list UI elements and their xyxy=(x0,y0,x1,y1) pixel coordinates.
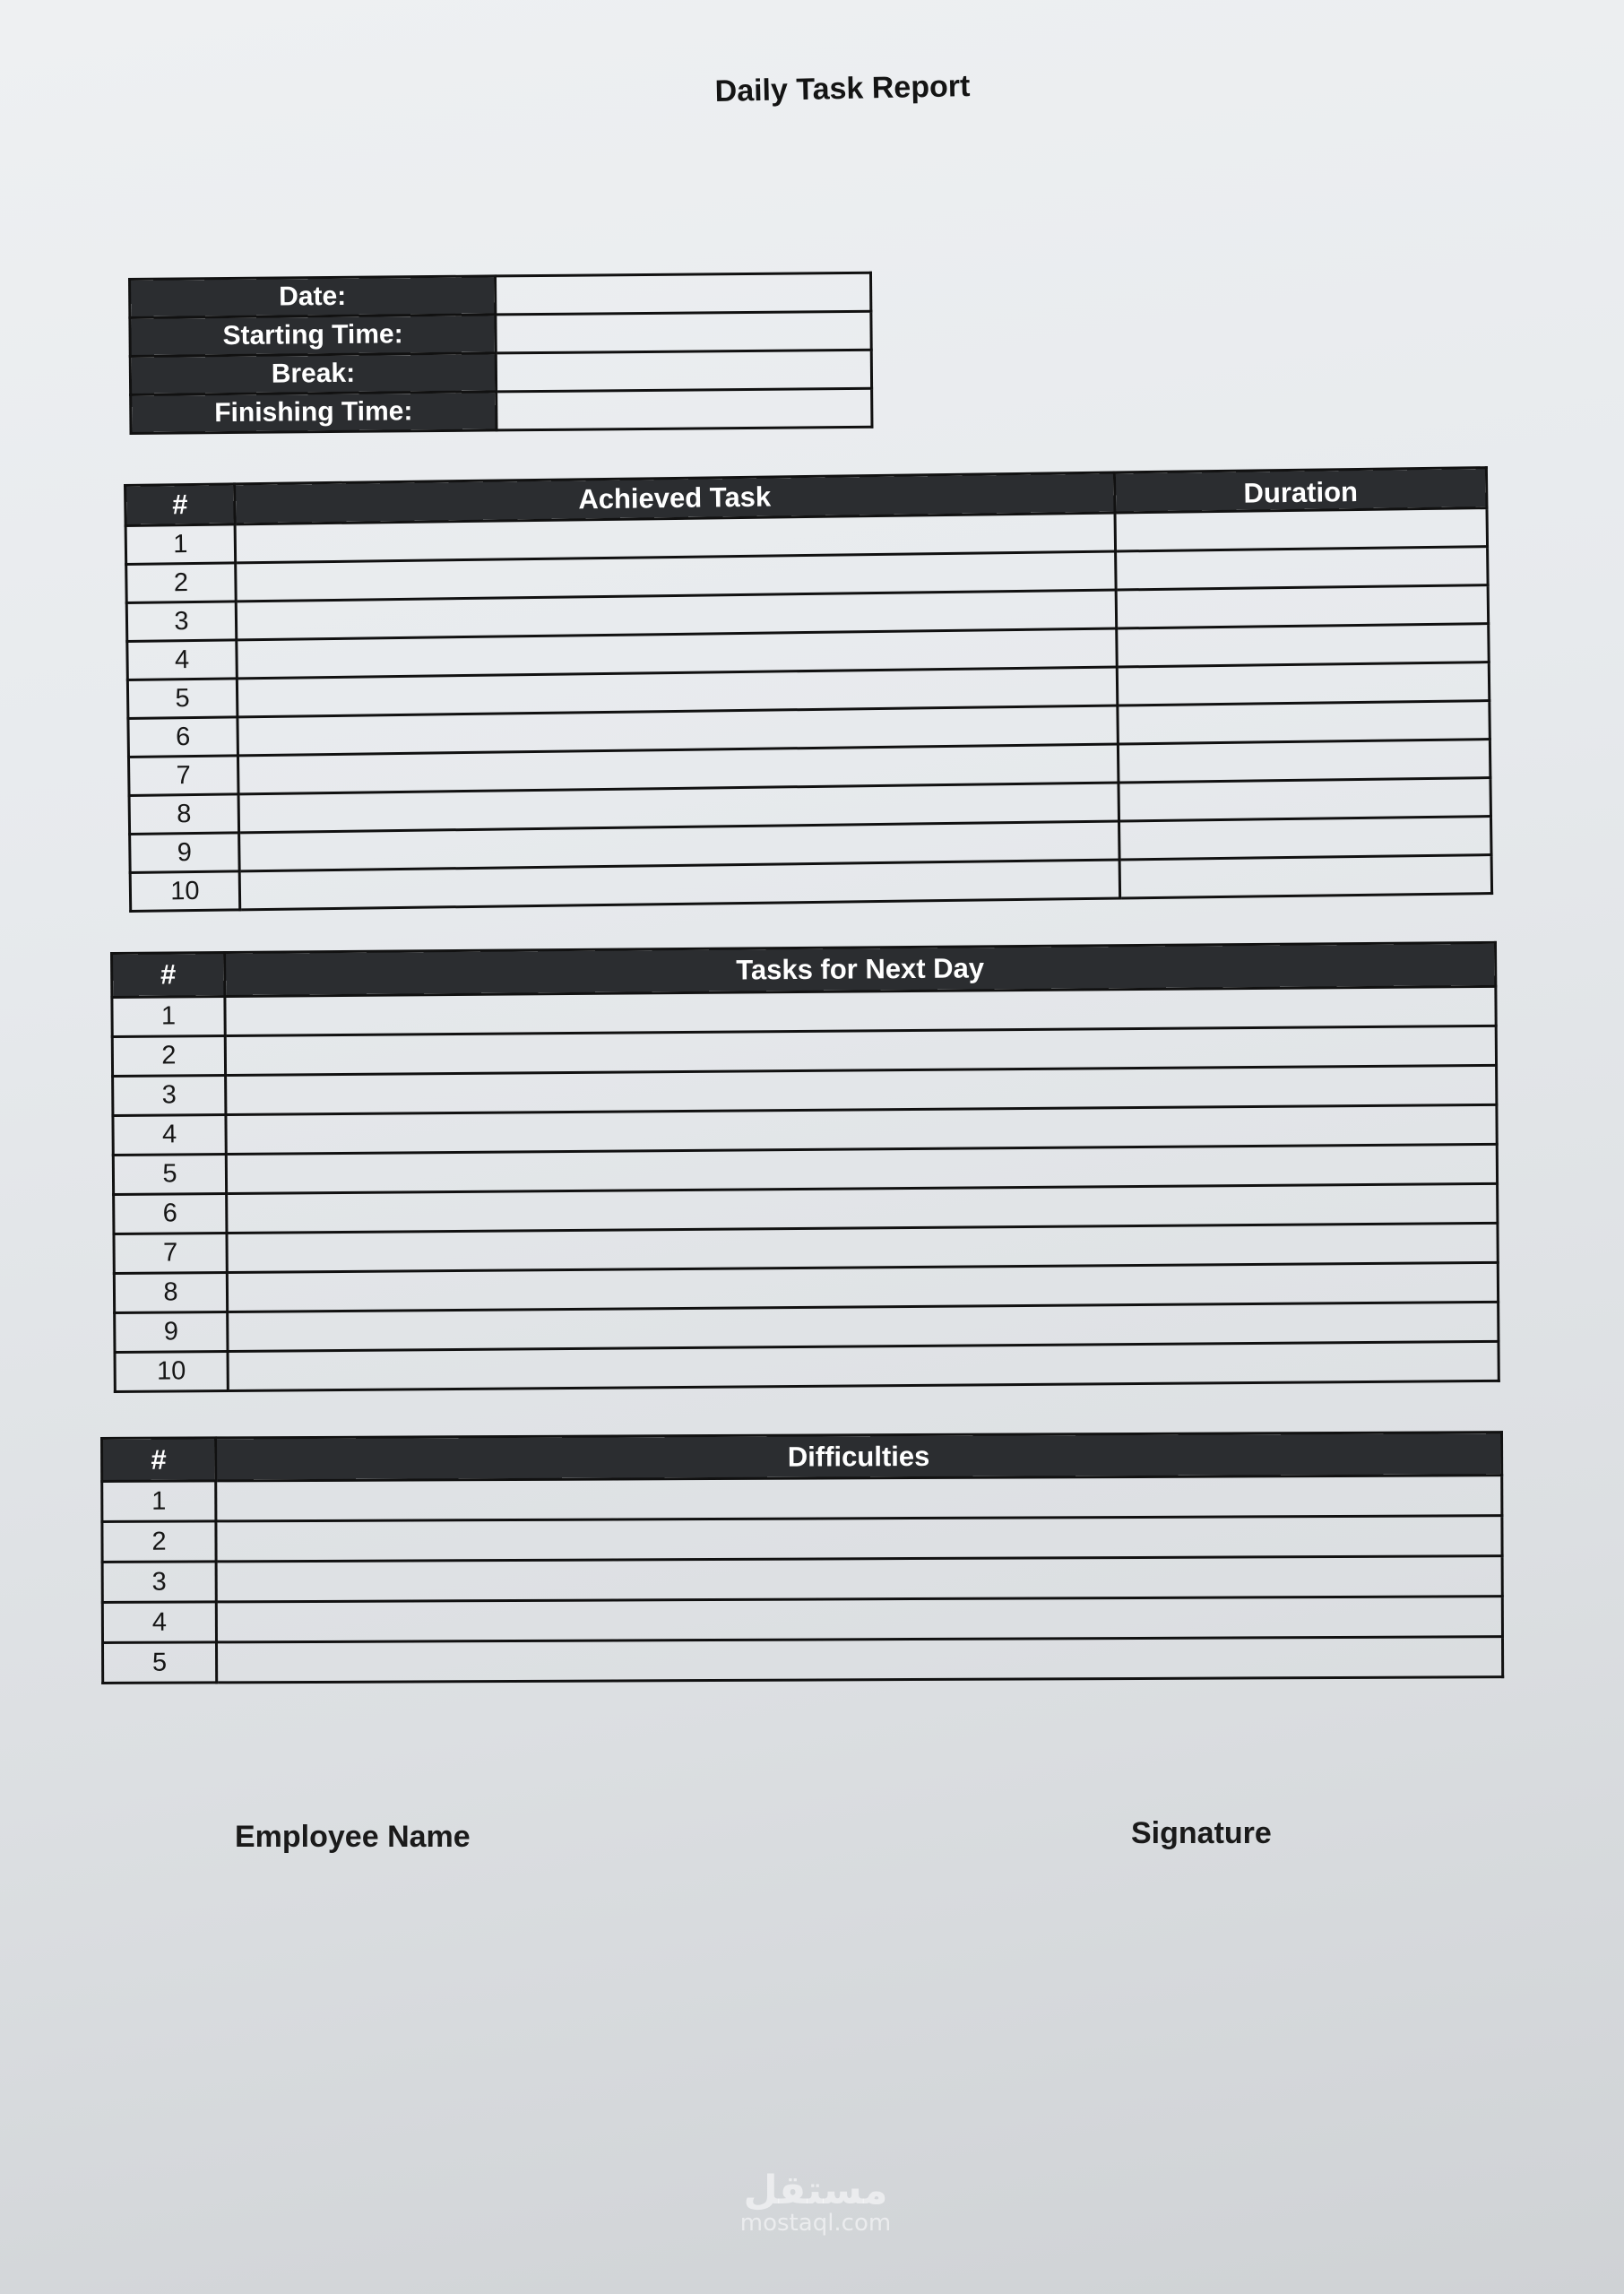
duration-cell[interactable] xyxy=(1117,624,1490,667)
row-number: 3 xyxy=(102,1562,216,1603)
duration-cell[interactable] xyxy=(1116,585,1489,628)
row-number: 1 xyxy=(125,524,236,565)
row-number: 5 xyxy=(103,1642,217,1684)
employee-name-label: Employee Name xyxy=(235,1820,471,1854)
signature-label: Signature xyxy=(1131,1816,1272,1850)
watermark-url: mostaql.com xyxy=(739,2210,892,2237)
row-number: 5 xyxy=(127,679,238,719)
duration-cell[interactable] xyxy=(1117,662,1490,706)
row-number: 6 xyxy=(128,717,238,757)
starting-time-field[interactable] xyxy=(496,311,871,353)
difficulty-cell[interactable] xyxy=(216,1597,1502,1642)
difficulties-header-row xyxy=(102,1433,1502,1482)
next-day-tasks-table xyxy=(110,941,1500,1393)
row-number: 10 xyxy=(130,871,240,912)
difficulty-cell[interactable] xyxy=(216,1476,1502,1521)
date-field[interactable] xyxy=(495,273,870,315)
row-number: 6 xyxy=(114,1193,227,1234)
achieved-number-header: # xyxy=(125,484,236,526)
row-number: 1 xyxy=(102,1481,216,1522)
info-row-date xyxy=(130,273,871,317)
finishing-time-label: Finishing Time: xyxy=(131,392,497,434)
row-number: 2 xyxy=(112,1035,225,1076)
row-number: 7 xyxy=(128,756,238,796)
difficulties-number-header: # xyxy=(102,1438,216,1482)
duration-cell[interactable] xyxy=(1119,855,1492,898)
watermark-logo: مستقل xyxy=(743,2168,888,2213)
difficulty-cell[interactable] xyxy=(216,1516,1502,1562)
row-number: 9 xyxy=(130,833,240,873)
duration-cell[interactable] xyxy=(1118,701,1490,744)
achieved-tasks-table xyxy=(124,466,1493,913)
watermark xyxy=(708,2168,923,2237)
info-row-finishing-time xyxy=(131,388,872,433)
table-row xyxy=(102,1516,1502,1563)
table-row xyxy=(102,1556,1502,1603)
row-number: 2 xyxy=(102,1521,216,1563)
difficulty-cell[interactable] xyxy=(216,1556,1502,1602)
row-number: 2 xyxy=(126,563,237,603)
row-number: 7 xyxy=(114,1233,227,1273)
row-number: 1 xyxy=(112,996,225,1036)
row-number: 4 xyxy=(113,1114,226,1155)
row-number: 3 xyxy=(113,1075,226,1115)
row-number: 4 xyxy=(127,640,238,680)
date-label: Date: xyxy=(130,276,496,318)
row-number: 10 xyxy=(115,1351,228,1391)
table-row xyxy=(102,1476,1502,1522)
info-row-starting-time xyxy=(130,311,871,356)
next-day-task-header: Tasks for Next Day xyxy=(225,942,1496,996)
duration-cell[interactable] xyxy=(1116,547,1489,590)
duration-cell[interactable] xyxy=(1115,508,1488,551)
break-label: Break: xyxy=(130,353,496,395)
row-number: 8 xyxy=(114,1272,227,1312)
page-title: Daily Task Report xyxy=(714,69,971,108)
difficulty-cell[interactable] xyxy=(217,1637,1503,1683)
row-number: 4 xyxy=(102,1602,216,1643)
duration-header: Duration xyxy=(1114,468,1487,513)
duration-cell[interactable] xyxy=(1119,817,1492,860)
table-row xyxy=(103,1637,1503,1684)
row-number: 9 xyxy=(115,1311,228,1352)
difficulties-header: Difficulties xyxy=(216,1433,1502,1481)
achieved-task-header: Achieved Task xyxy=(235,472,1116,524)
difficulties-table xyxy=(100,1431,1504,1684)
info-row-break xyxy=(130,350,871,394)
duration-cell[interactable] xyxy=(1119,778,1491,821)
row-number: 8 xyxy=(129,794,239,835)
break-field[interactable] xyxy=(496,350,871,392)
row-number: 5 xyxy=(113,1154,226,1194)
next-day-number-header: # xyxy=(112,952,225,997)
finishing-time-field[interactable] xyxy=(497,388,872,430)
duration-cell[interactable] xyxy=(1118,740,1490,783)
info-table xyxy=(128,272,873,435)
table-row xyxy=(102,1597,1502,1643)
row-number: 3 xyxy=(126,602,237,642)
starting-time-label: Starting Time: xyxy=(130,315,496,357)
